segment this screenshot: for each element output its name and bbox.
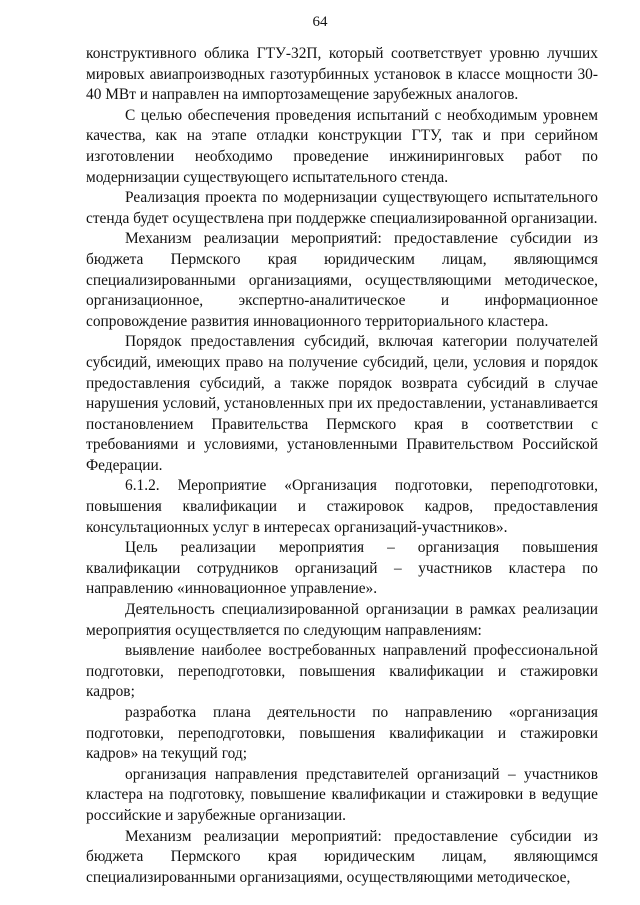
paragraph-project-support: Реализация проекта по модернизации существующего испытательного стенда будет осуществлена при поддержке специализированной организации. bbox=[86, 189, 598, 227]
paragraph-activity-directions: Деятельность специализированной организации в рамках реализации мероприятия осуществляется по следующим направлениям: bbox=[86, 601, 598, 639]
paragraph-continuation: конструктивного облика ГТУ-32П, который соответствует уровню лучших мировых авиапроизводных газотурбинных установок в классе мощности 30-40 МВт и направлен на импортозамещение зарубежных аналогов. bbox=[86, 45, 598, 104]
paragraph-subsidy-procedure: Порядок предоставления субсидий, включая категории получателей субсидий, имеющих право на получение субсидий, цели, условия и порядок предоставления субсидий, а также порядок возврата субсидий в случае нарушения условий, установленных при их предоставлении, устанавливается постановлением Правительства Пермского края в соответствии с требованиями и условиями, установленными Правительством Российской Федерации. bbox=[86, 333, 598, 474]
paragraph-subsidy-mechanism: Механизм реализации мероприятий: предоставление субсидии из бюджета Пермского края юридическим лицам, являющимся специализированными организациями, осуществляющими методическое, организационное, экспертно-аналитическое и информационное сопровождение развития инновационного территориального кластера. bbox=[86, 230, 598, 330]
paragraph-measure-goal: Цель реализации мероприятия – организация повышения квалификации сотрудников организаций – участников кластера по направлению «инновационное управление». bbox=[86, 539, 598, 598]
paragraph-direction-plan: разработка плана деятельности по направлению «организация подготовки, переподготовки, повышения квалификации и стажировки кадров» на текущий год; bbox=[86, 704, 598, 763]
document-body bbox=[86, 44, 598, 888]
page-number: 64 bbox=[312, 14, 328, 30]
paragraph-test-stand-purpose: С целью обеспечения проведения испытаний с необходимым уровнем качества, как на этапе отладки конструкции ГТУ, так и при серийном изготовлении необходимо проведение инжиниринговых работ по модернизации существующего испытательного стенда. bbox=[86, 106, 598, 186]
paragraph-subsidy-mechanism-2: Механизм реализации мероприятий: предоставление субсидии из бюджета Пермского края юридическим лицам, являющимся специализированными организациями, осуществляющими методическое, bbox=[86, 827, 598, 886]
paragraph-direction-identification: выявление наиболее востребованных направлений профессиональной подготовки, переподготовки, повышения квалификации и стажировки кадров; bbox=[86, 642, 598, 701]
paragraph-direction-training: организация направления представителей организаций – участников кластера на подготовку, повышение квалификации и стажировки в ведущие российские и зарубежные организации. bbox=[86, 765, 598, 824]
paragraph-measure-6-1-2: 6.1.2. Мероприятие «Организация подготовки, переподготовки, повышения квалификации и стажировок кадров, предоставления консультационных услуг в интересах организаций-участников». bbox=[86, 477, 598, 536]
